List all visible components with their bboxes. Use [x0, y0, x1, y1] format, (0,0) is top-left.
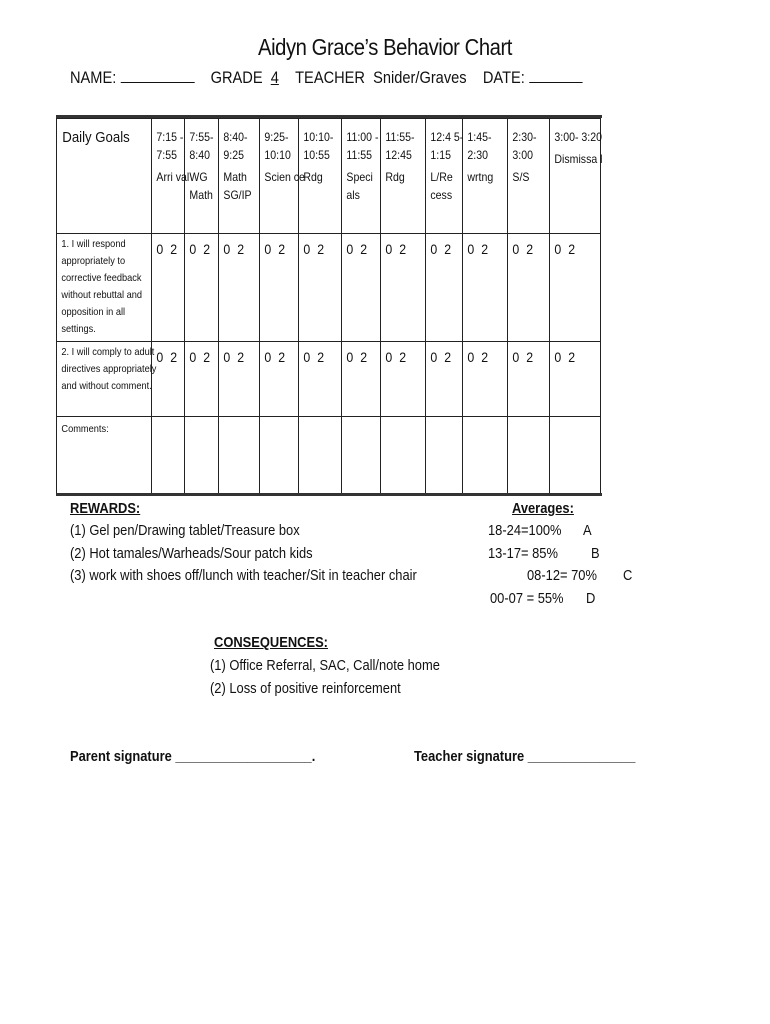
period-header-cell [218, 119, 259, 234]
period-header [299, 119, 347, 186]
score-options: 0 2 [554, 241, 577, 257]
score-options: 0 2 [223, 349, 246, 365]
score-cell[interactable] [463, 234, 508, 342]
average-grade-1: A [583, 522, 592, 539]
period-activity: Dismissa l [554, 152, 603, 166]
comments-label: Comments: [61, 423, 109, 435]
header-line [70, 68, 582, 88]
comment-cell[interactable] [185, 417, 218, 495]
score-options: 0 2 [385, 349, 409, 365]
average-range-4: 00-07 = 55% [490, 590, 564, 607]
score-options: 0 2 [264, 349, 287, 365]
comment-cell[interactable] [425, 417, 462, 495]
score-options: 0 2 [156, 241, 180, 257]
period-header-cell [299, 119, 341, 234]
score-cell[interactable] [218, 234, 259, 342]
score-cell[interactable] [507, 234, 549, 342]
table-bottom-border [56, 493, 602, 496]
period-activity: L/Re cess [430, 170, 453, 202]
comment-cell[interactable] [260, 417, 299, 495]
score-options: 0 2 [430, 349, 453, 365]
score-options: 0 2 [346, 349, 369, 365]
period-activity: Math SG/IP [223, 170, 252, 202]
behavior-chart-table [56, 118, 601, 495]
goals-header: Daily Goals [62, 129, 130, 146]
teacher-label: TEACHER [295, 68, 365, 87]
period-activity: Rdg [385, 170, 406, 184]
date-label: DATE: [482, 68, 525, 87]
period-activity: Rdg [303, 170, 324, 184]
score-options: 0 2 [189, 349, 213, 365]
period-activity: Scien ce [264, 170, 305, 184]
teacher-signature: Teacher signature _______________ [414, 748, 636, 765]
period-activity: wrtng [467, 170, 494, 184]
period-header [550, 119, 607, 168]
period-time: 9:25- 10:10 [264, 130, 291, 162]
period-time: 7:15 - 7:55 [156, 130, 184, 162]
reward-item-3: (3) work with shoes off/lunch with teacher/Sit in teacher chair [70, 567, 417, 584]
period-time: 11:55- 12:45 [385, 130, 415, 162]
name-blank [120, 68, 194, 83]
score-cell[interactable] [507, 342, 549, 417]
comment-cell[interactable] [507, 417, 549, 495]
score-options: 0 2 [467, 241, 490, 257]
score-options: 0 2 [346, 241, 369, 257]
period-header-cell [381, 119, 426, 234]
score-cell[interactable] [218, 342, 259, 417]
date-blank [529, 68, 582, 83]
grade-value: 4 [270, 68, 279, 87]
score-options: 0 2 [189, 241, 213, 257]
period-header-cell [185, 119, 218, 234]
period-header-cell [425, 119, 462, 234]
goal-row-1 [57, 234, 601, 342]
score-options: 0 2 [223, 241, 246, 257]
rewards-heading: REWARDS: [70, 500, 141, 517]
period-header [508, 119, 556, 186]
score-cell[interactable] [425, 342, 462, 417]
period-activity: Speci als [346, 170, 373, 202]
period-header-cell [463, 119, 508, 234]
average-grade-3: C [623, 567, 633, 584]
period-time: 10:10- 10:55 [303, 130, 334, 162]
period-time: 1:45- 2:30 [467, 130, 492, 162]
comment-cell[interactable] [463, 417, 508, 495]
consequences-heading: CONSEQUENCES: [214, 634, 328, 651]
grade-label: GRADE [210, 68, 263, 87]
score-cell[interactable] [550, 342, 601, 417]
score-cell[interactable] [260, 234, 299, 342]
comment-cell[interactable] [381, 417, 426, 495]
score-cell[interactable] [299, 342, 341, 417]
teacher-value: Snider/Graves [373, 68, 467, 87]
score-cell[interactable] [463, 342, 508, 417]
score-cell[interactable] [185, 234, 218, 342]
score-cell[interactable] [341, 342, 380, 417]
score-options: 0 2 [264, 241, 287, 257]
header-row [57, 119, 601, 234]
score-cell[interactable] [381, 234, 426, 342]
period-time: 2:30- 3:00 [512, 130, 537, 162]
average-grade-2: B [591, 545, 600, 562]
period-activity: Arri val [156, 170, 190, 184]
score-options: 0 2 [156, 349, 180, 365]
comment-cell[interactable] [550, 417, 601, 495]
score-options: 0 2 [512, 349, 535, 365]
score-options: 0 2 [303, 349, 327, 365]
period-header-cell [550, 119, 601, 234]
score-options: 0 2 [512, 241, 535, 257]
score-options: 0 2 [303, 241, 327, 257]
score-options: 0 2 [554, 349, 577, 365]
period-time: 12:4 5- 1:15 [430, 130, 464, 162]
period-header [463, 119, 513, 186]
reward-item-1: (1) Gel pen/Drawing tablet/Treasure box [70, 522, 300, 539]
period-time: 11:00 - 11:55 [346, 130, 379, 162]
period-header-cell [507, 119, 549, 234]
period-header [219, 119, 266, 204]
period-header-cell [260, 119, 305, 234]
comments-label-cell [57, 417, 152, 495]
document-title: Aidyn Grace’s Behavior Chart [258, 34, 512, 60]
comment-cell[interactable] [218, 417, 259, 495]
period-header-cell [341, 119, 380, 234]
score-options: 0 2 [385, 241, 409, 257]
score-cell[interactable] [260, 342, 299, 417]
score-options: 0 2 [467, 349, 490, 365]
goal-1-label: 1. I will respond appropriately to corrective feedback without rebuttal and opposition in all settings. [61, 238, 143, 335]
score-cell[interactable] [185, 342, 218, 417]
period-time: 7:55- 8:40 [189, 130, 214, 162]
comment-cell[interactable] [341, 417, 380, 495]
goals-header-cell [57, 119, 152, 234]
score-cell[interactable] [299, 234, 341, 342]
period-header [381, 119, 431, 186]
consequence-item-2: (2) Loss of positive reinforcement [210, 680, 401, 697]
score-cell[interactable] [425, 234, 462, 342]
goal-2-label: 2. I will comply to adult directives appropriately and without comment. [61, 346, 157, 392]
parent-signature: Parent signature ___________________. [70, 748, 316, 765]
average-range-1: 18-24=100% [488, 522, 562, 539]
period-time: 8:40- 9:25 [223, 130, 248, 162]
averages-heading: Averages: [512, 500, 574, 517]
goal-1-label-cell [57, 234, 152, 342]
reward-item-2: (2) Hot tamales/Warheads/Sour patch kids [70, 545, 313, 562]
consequence-item-1: (1) Office Referral, SAC, Call/note home [210, 657, 440, 674]
name-label: NAME: [70, 68, 117, 87]
average-grade-4: D [586, 590, 596, 607]
score-options: 0 2 [430, 241, 453, 257]
score-cell[interactable] [550, 234, 601, 342]
goal-2-label-cell [57, 342, 157, 417]
comments-row [57, 417, 601, 495]
goal-row-2 [57, 342, 601, 417]
average-range-3: 08-12= 70% [527, 567, 597, 584]
period-time: 3:00- 3:20 [554, 130, 603, 144]
score-cell[interactable] [381, 342, 426, 417]
period-activity: S/S [512, 170, 530, 184]
average-range-2: 13-17= 85% [488, 545, 558, 562]
period-header-cell [152, 119, 190, 234]
period-activity: WG Math [189, 170, 214, 202]
comment-cell[interactable] [299, 417, 341, 495]
score-cell[interactable] [341, 234, 380, 342]
